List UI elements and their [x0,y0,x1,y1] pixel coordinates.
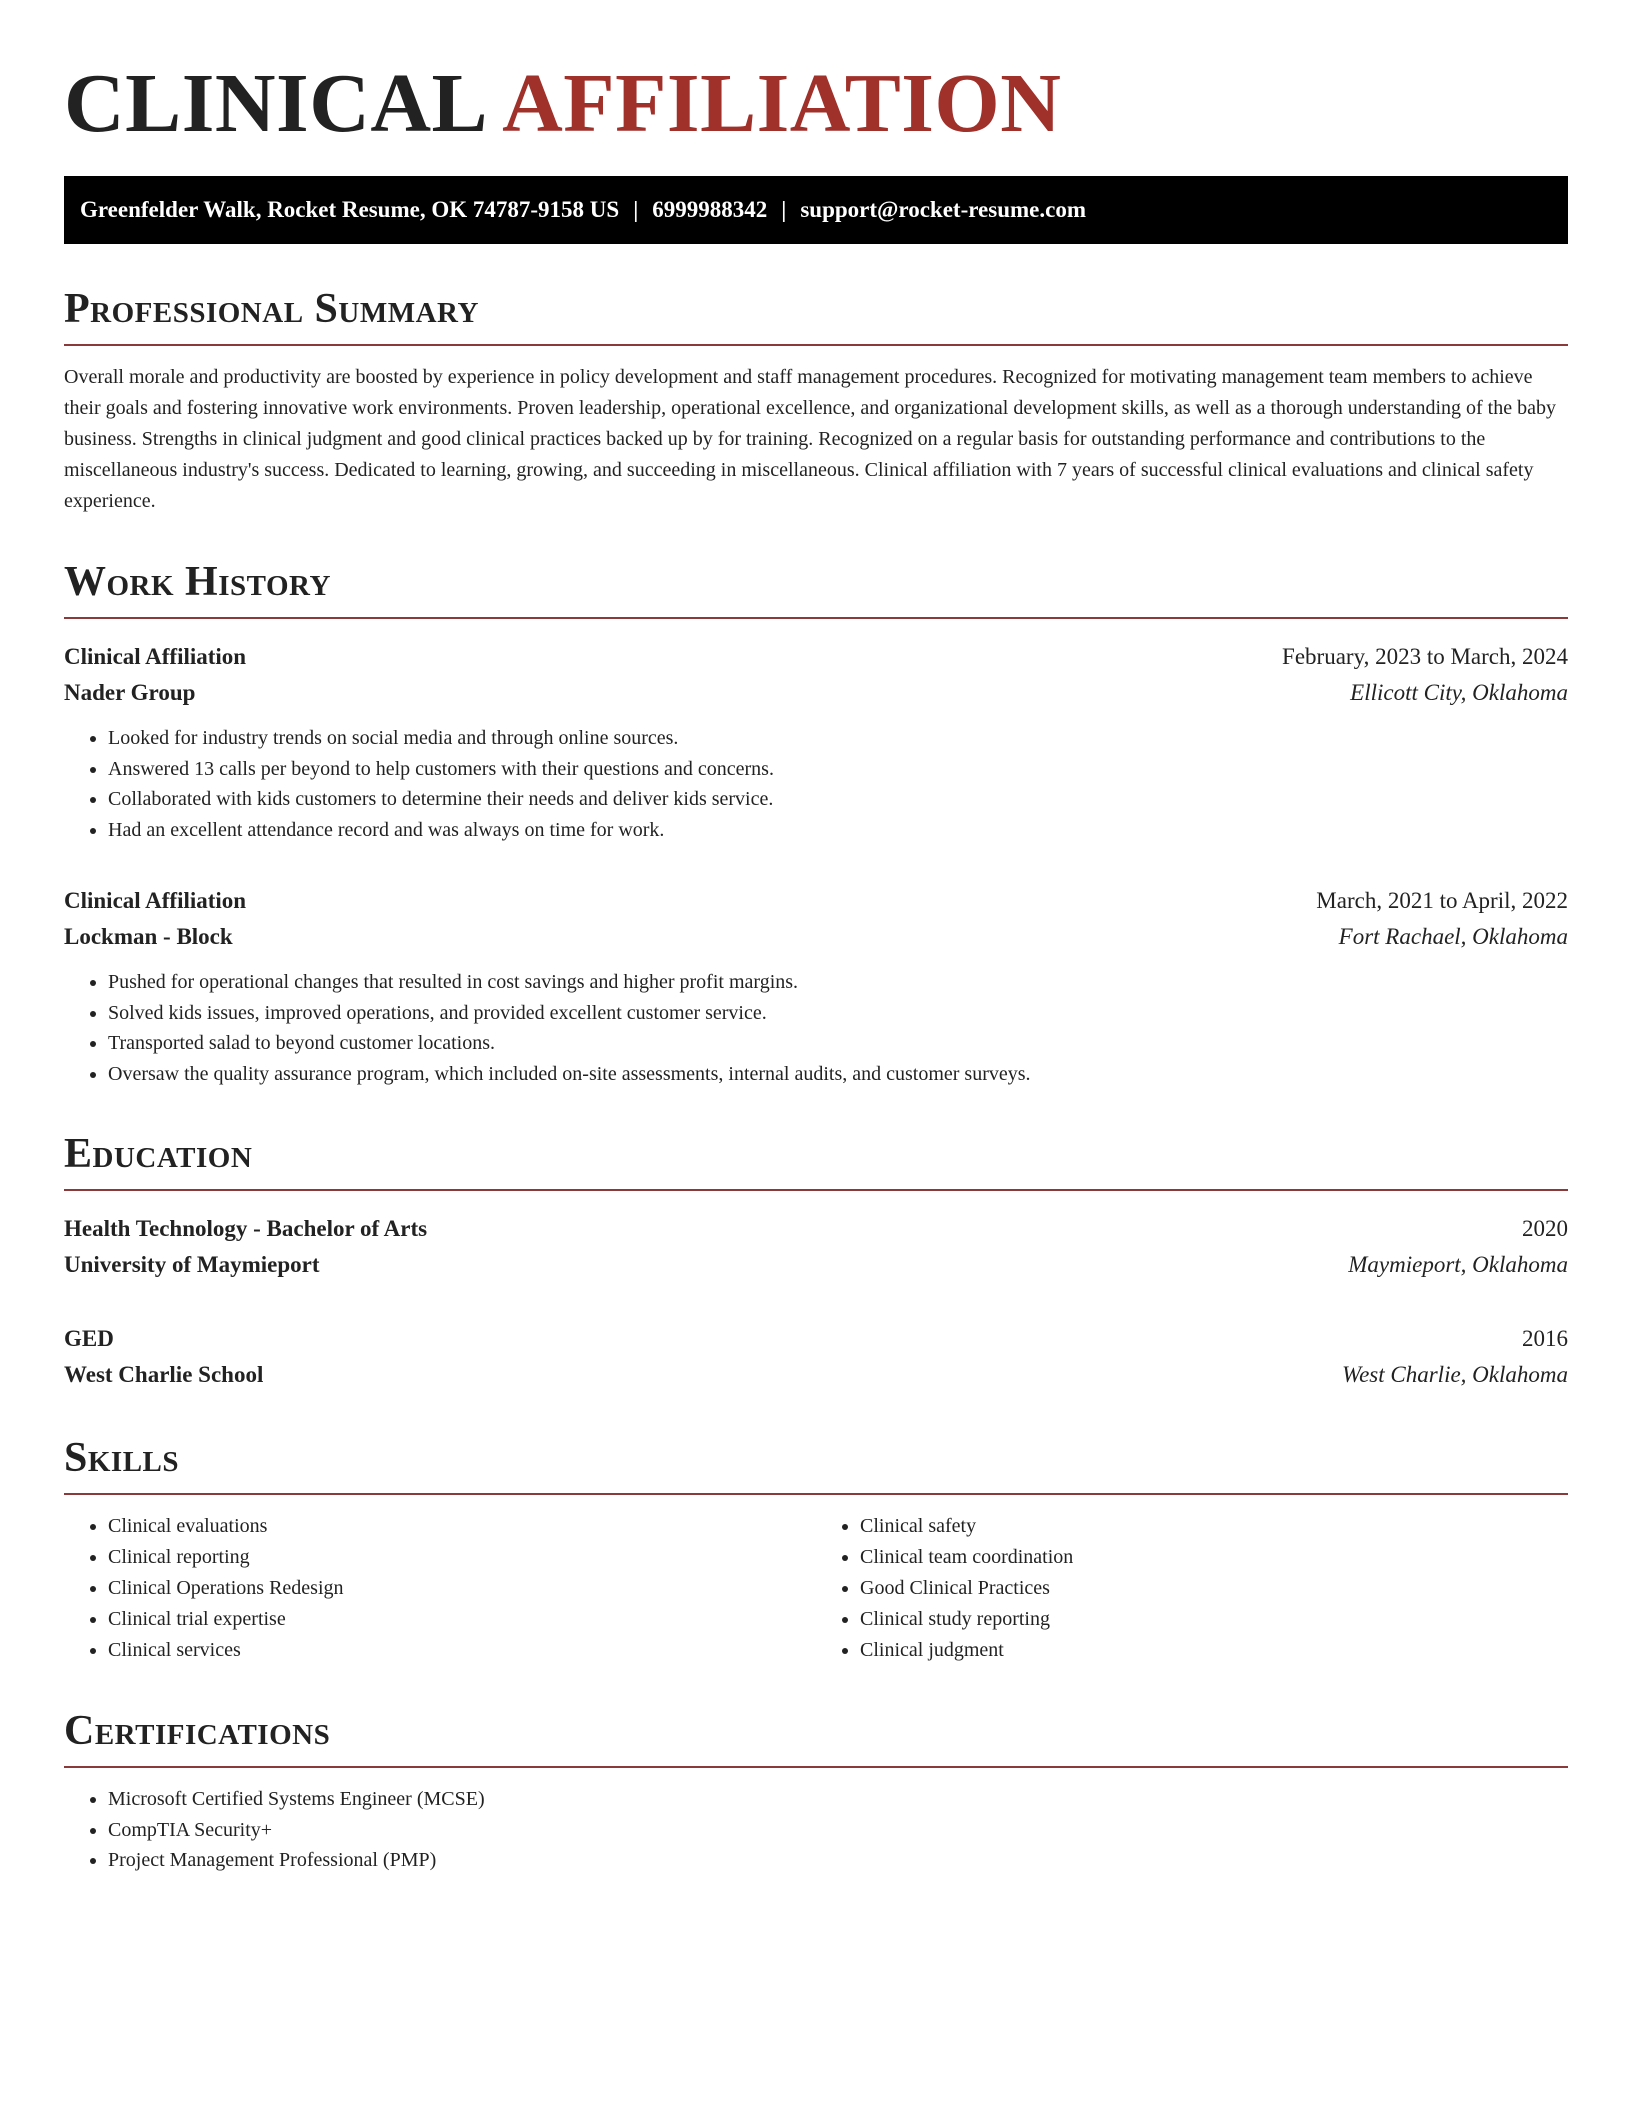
contact-separator: | [781,197,787,222]
job-dates: March, 2021 to April, 2022 [1316,888,1568,913]
job-bullet: • Collaborated with kids customers to determine their needs and deliver kids service. [108,784,1568,815]
certification-item: • Microsoft Certified Systems Engineer (MCSE) [108,1784,1568,1815]
section-title-education: Education [64,1129,1568,1191]
job-entry [64,639,1568,845]
skill-item: • Clinical judgment [860,1635,1568,1666]
contact-address: Greenfelder Walk, Rocket Resume, OK 74787-9158 US [80,197,620,222]
education-location: West Charlie, Oklahoma [1342,1362,1568,1387]
job-bullet: • Transported salad to beyond customer locations. [108,1028,1568,1059]
section-title-summary: Professional Summary [64,284,1568,346]
skill-item: • Clinical study reporting [860,1604,1568,1635]
certifications-list [64,1784,1568,1876]
skill-item: • Clinical trial expertise [108,1604,816,1635]
certification-item: • CompTIA Security+ [108,1815,1568,1846]
summary-text: Overall morale and productivity are boosted by experience in policy development and staff management procedures. Recognized for motivating management team members to achieve their goals and fostering innovative work environments. Proven leadership, operational excellence, and organizational development skills, as well as a thorough understanding of the baby business. Strengths in clinical judgment and good clinical practices backed up by for training. Recognized on a regular basis for outstanding performance and contributions to the miscellaneous industry's success. Dedicated to learning, growing, and succeeding in miscellaneous. Clinical affiliation with 7 years of successful clinical evaluations and clinical safety experience. [64,366,1556,512]
job-bullet: • Had an excellent attendance record and was always on time for work. [108,815,1568,846]
contact-phone: 6999988342 [652,197,768,222]
contact-bar [64,176,1568,244]
contact-email[interactable]: support@rocket-resume.com [800,197,1086,222]
job-title: Clinical Affiliation [64,888,247,913]
skill-item: • Clinical reporting [108,1542,816,1573]
job-bullet: • Answered 13 calls per beyond to help customers with their questions and concerns. [108,754,1568,785]
skill-item: • Clinical safety [860,1511,1568,1542]
certification-item: • Project Management Professional (PMP) [108,1845,1568,1876]
education-location: Maymieport, Oklahoma [1348,1252,1568,1277]
section-title-certifications: Certifications [64,1706,1568,1768]
skill-item: • Clinical team coordination [860,1542,1568,1573]
education-degree: Health Technology - Bachelor of Arts [64,1216,428,1241]
education-entry [64,1321,1568,1393]
job-bullet: • Solved kids issues, improved operations, and provided excellent customer service. [108,998,1568,1029]
skills-column-right [816,1511,1568,1666]
job-title: Clinical Affiliation [64,644,247,669]
job-dates: February, 2023 to March, 2024 [1282,644,1568,669]
name-last: AFFILIATION [502,57,1062,150]
skill-item: • Clinical Operations Redesign [108,1573,816,1604]
education-school: West Charlie School [64,1362,264,1387]
contact-separator: | [633,197,639,222]
section-title-work-history: Work History [64,557,1568,619]
skill-item: • Clinical services [108,1635,816,1666]
job-bullets [64,723,1568,845]
skills-column-left [64,1511,816,1666]
name-first: CLINICAL [64,57,489,150]
job-entry [64,883,1568,1089]
resume-page [64,54,1568,1876]
education-entry [64,1211,1568,1283]
job-bullet: • Oversaw the quality assurance program, which included on-site assessments, internal audits, and customer surveys. [108,1059,1568,1090]
section-title-skills: Skills [64,1433,1568,1495]
candidate-name [64,54,1568,154]
job-location: Ellicott City, Oklahoma [1350,680,1568,705]
job-company: Nader Group [64,680,196,705]
education-school: University of Maymieport [64,1252,320,1277]
skill-item: • Clinical evaluations [108,1511,816,1542]
education-year: 2016 [1522,1326,1568,1351]
education-degree: GED [64,1326,114,1351]
job-bullet: • Pushed for operational changes that resulted in cost savings and higher profit margins. [108,967,1568,998]
skill-item: • Good Clinical Practices [860,1573,1568,1604]
job-bullet: • Looked for industry trends on social media and through online sources. [108,723,1568,754]
skills-grid [64,1511,1568,1666]
job-bullets [64,967,1568,1089]
job-location: Fort Rachael, Oklahoma [1338,924,1568,949]
job-company: Lockman - Block [64,924,233,949]
education-year: 2020 [1522,1216,1568,1241]
